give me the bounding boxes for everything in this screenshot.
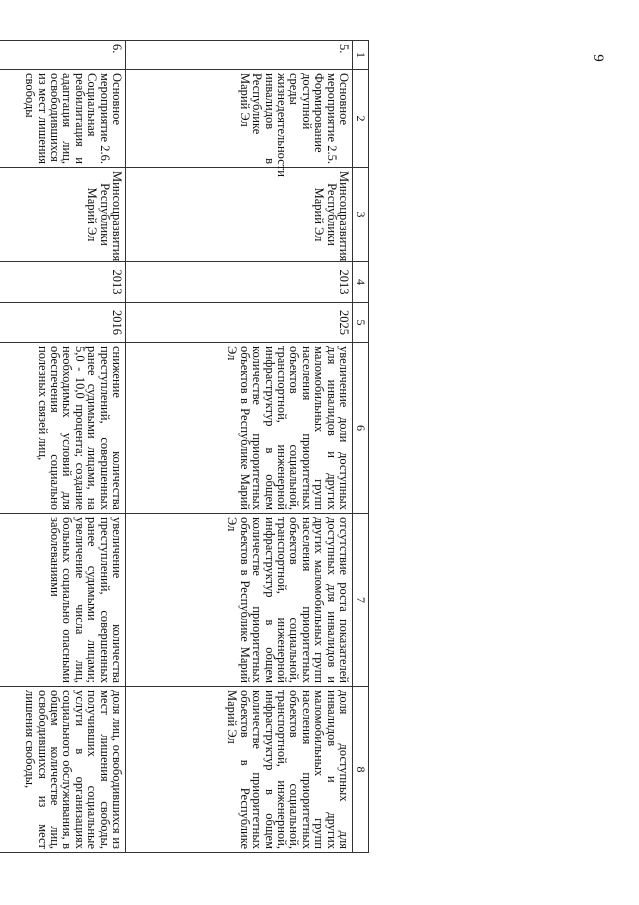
program-measures-table (0, 40, 369, 853)
non-implementation-consequence: отсутствие роста показателей доступных для инвалидов и других маломобильных групп населения приоритетных объектов социальной, транспортной, инженерной инфраструктур в общем количестве приоритетных объектов в Республике Марий Эл (126, 514, 353, 687)
header-cell-8: 8 (353, 687, 369, 853)
header-cell-6: 6 (353, 343, 369, 514)
start-year: 2013 (126, 262, 353, 303)
related-indicator: доля доступных для инвалидов и других маломобильных групп населения приоритетных объектов социальной, транспортной, инженерной, инфраструктур в общем количестве приоритетных объектов в Республике Марий Эл (126, 687, 353, 853)
executor: Минсоцразвития Республики Марий Эл (0, 168, 126, 262)
page-number: 9 (590, 54, 606, 62)
table-row (0, 41, 126, 853)
expected-result: снижение количества преступлений, совершенных ранее судимыми лицами, на 5,0 - 10,0 процента; создание необходимых условий для обеспечения социально полезных связей лиц, (0, 343, 126, 514)
header-cell-5: 5 (353, 303, 369, 343)
row-number: 6. (0, 41, 126, 70)
header-cell-3: 3 (353, 168, 369, 262)
row-number: 5. (126, 41, 353, 70)
header-cell-1: 1 (353, 41, 369, 70)
non-implementation-consequence: увеличение количества преступлений, совершенных ранее судимыми лицами; увеличение числа лиц, больных социально опасными заболеваниями (0, 514, 126, 687)
header-cell-7: 7 (353, 514, 369, 687)
related-indicator: доля лиц, освободившихся из мест лишения свободы, получивших социальные услуги в организациях социального обслуживания, в общем количестве лиц, освободившихся из мест лишения свободы, (0, 687, 126, 853)
measure-name: Основное мероприятие 2.5. Формирование доступной среды жизнедеятельности инвалидов в Республике Марий Эл (126, 70, 353, 168)
end-year: 2025 (126, 303, 353, 343)
header-cell-4: 4 (353, 262, 369, 303)
header-cell-2: 2 (353, 70, 369, 168)
start-year: 2013 (0, 262, 126, 303)
expected-result: увеличение доли доступных для инвалидов и других маломобильных групп населения приоритетных объектов социальной, транспортной, инженерной инфраструктур в общем количестве приоритетных объектов в Республике Марий Эл (126, 343, 353, 514)
program-table-frame (0, 40, 369, 852)
table-row (126, 41, 353, 853)
header-row (353, 41, 369, 853)
end-year: 2016 (0, 303, 126, 343)
executor: Минсоцразвития Республики Марий Эл (126, 168, 353, 262)
measure-name: Основное мероприятие 2.6. Социальная реабилитация и адаптация лиц, освободившихся из мест лишения свободы (0, 70, 126, 168)
